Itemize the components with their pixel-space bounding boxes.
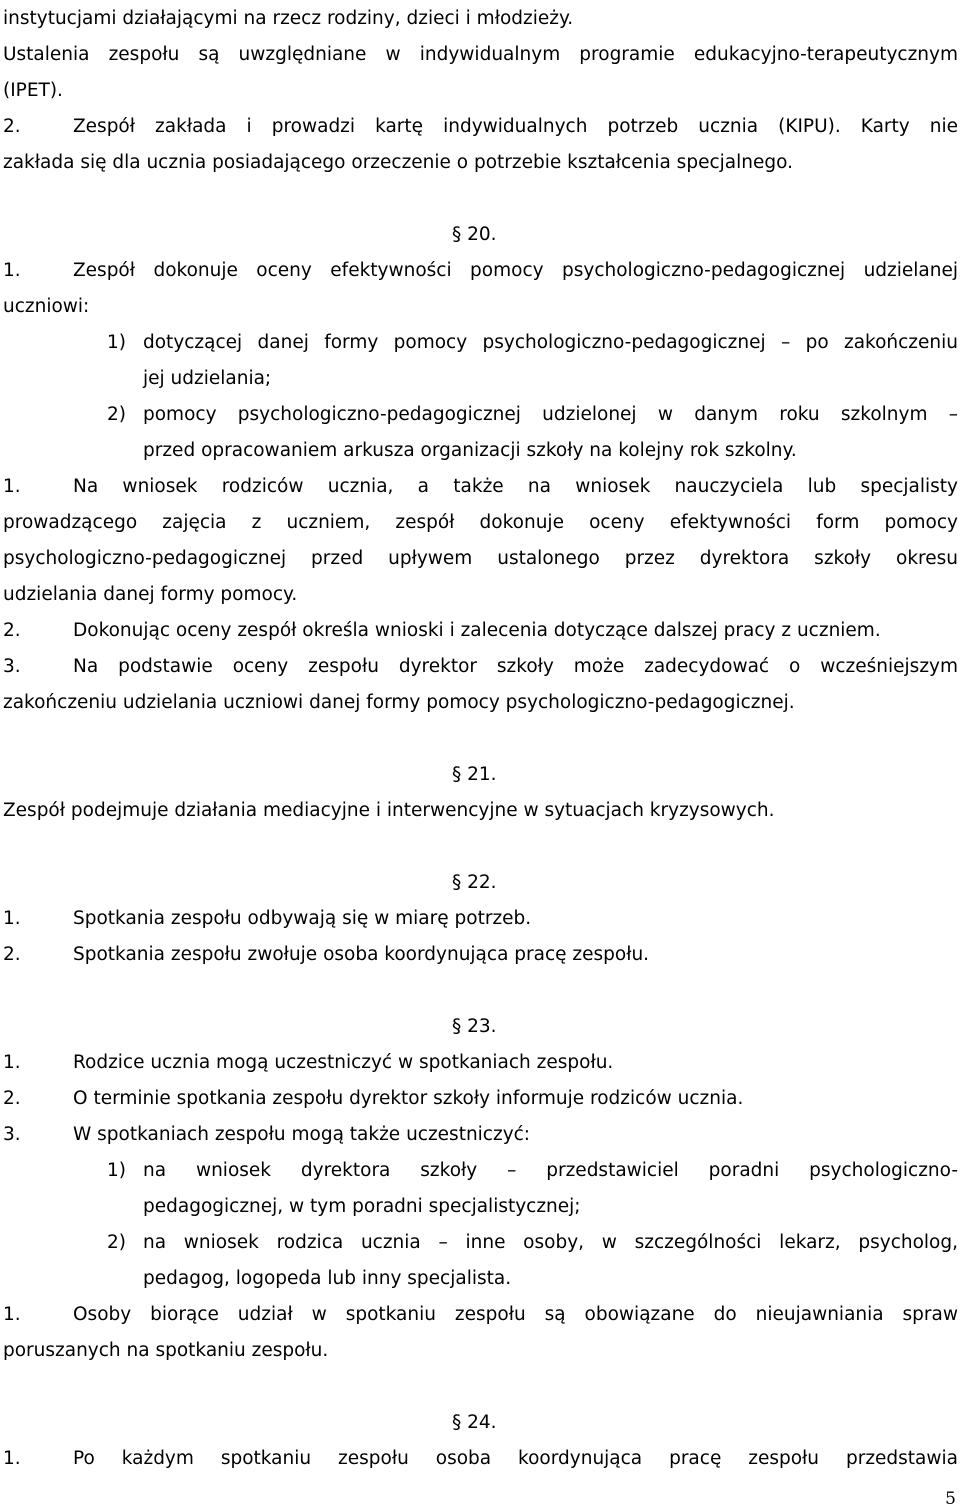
text-line: instytucjami działającymi na rzecz rodziny, dzieci i młodzieży. [3, 8, 574, 29]
text-line: na wniosek dyrektora szkoły – przedstawiciel poradni psychologiczno- [143, 1160, 958, 1181]
list-number: 2. [3, 944, 21, 965]
text-line: dotyczącej danej formy pomocy psychologiczno-pedagogicznej – po zakończeniu [143, 332, 958, 353]
text-line: Zespół podejmuje działania mediacyjne i interwencyjne w sytuacjach kryzysowych. [3, 800, 775, 821]
text-line: prowadzącego zajęcia z uczniem, zespół dokonuje oceny efektywności form pomocy [3, 512, 958, 533]
list-number: 1. [3, 1052, 21, 1073]
text-line: W spotkaniach zespołu mogą także uczestniczyć: [73, 1124, 531, 1145]
text-line: Po każdym spotkaniu zespołu osoba koordynująca pracę zespołu przedstawia [73, 1448, 958, 1469]
list-number: 2) [107, 1232, 126, 1253]
list-number: 2) [107, 404, 126, 425]
list-number: 2. [3, 620, 21, 641]
text-line: poruszanych na spotkaniu zespołu. [3, 1340, 329, 1361]
text-line: Zespół dokonuje oceny efektywności pomocy psychologiczno-pedagogicznej udzielanej [73, 260, 958, 281]
list-number: 1. [3, 1304, 21, 1325]
text-line: Spotkania zespołu zwołuje osoba koordynująca pracę zespołu. [73, 944, 650, 965]
list-number: 1) [107, 332, 126, 353]
text-line: jej udzielania; [143, 368, 272, 389]
list-number: 3. [3, 1124, 21, 1145]
text-line: przed opracowaniem arkusza organizacji szkoły na kolejny rok szkolny. [143, 440, 797, 461]
text-line: na wniosek rodzica ucznia – inne osoby, w szczególności lekarz, psycholog, [143, 1232, 958, 1253]
text-line: Zespół zakłada i prowadzi kartę indywidualnych potrzeb ucznia (KIPU). Karty nie [73, 116, 958, 137]
text-line: Ustalenia zespołu są uwzględniane w indywidualnym programie edukacyjno-terapeutycznym [3, 44, 958, 65]
text-line: zakończeniu udzielania uczniowi danej formy pomocy psychologiczno-pedagogicznej. [3, 692, 795, 713]
text-line: Na podstawie oceny zespołu dyrektor szkoły może zadecydować o wcześniejszym [73, 656, 958, 677]
section-heading: § 23. [452, 1016, 497, 1037]
text-line: pedagogicznej, w tym poradni specjalistycznej; [143, 1196, 581, 1217]
text-line: zakłada się dla ucznia posiadającego orzeczenie o potrzebie kształcenia specjalnego. [3, 152, 793, 173]
text-line: pedagog, logopeda lub inny specjalista. [143, 1268, 512, 1289]
text-line: Rodzice ucznia mogą uczestniczyć w spotkaniach zespołu. [73, 1052, 614, 1073]
text-line: O terminie spotkania zespołu dyrektor szkoły informuje rodziców ucznia. [73, 1088, 744, 1109]
list-number: 2. [3, 1088, 21, 1109]
text-line: Spotkania zespołu odbywają się w miarę potrzeb. [73, 908, 532, 929]
list-number: 1. [3, 1448, 21, 1469]
list-number: 1) [107, 1160, 126, 1181]
text-line: pomocy psychologiczno-pedagogicznej udzielonej w danym roku szkolnym – [143, 404, 958, 425]
section-heading: § 20. [452, 224, 497, 245]
text-line: uczniowi: [3, 296, 90, 317]
text-line: udzielania danej formy pomocy. [3, 584, 298, 605]
list-number: 1. [3, 908, 21, 929]
list-number: 1. [3, 476, 21, 497]
section-heading: § 24. [452, 1412, 497, 1433]
page-number: 5 [945, 1489, 956, 1509]
section-heading: § 22. [452, 872, 497, 893]
text-line: Osoby biorące udział w spotkaniu zespołu są obowiązane do nieujawniania spraw [73, 1304, 958, 1325]
text-line: Dokonując oceny zespół określa wnioski i zalecenia dotyczące dalszej pracy z uczniem. [73, 620, 881, 641]
text-line: Na wniosek rodziców ucznia, a także na wniosek nauczyciela lub specjalisty [73, 476, 958, 497]
list-number: 1. [3, 260, 21, 281]
text-line: (IPET). [3, 80, 63, 101]
section-heading: § 21. [452, 764, 497, 785]
list-number: 3. [3, 656, 21, 677]
text-line: psychologiczno-pedagogicznej przed upływem ustalonego przez dyrektora szkoły okresu [3, 548, 958, 569]
list-number: 2. [3, 116, 21, 137]
